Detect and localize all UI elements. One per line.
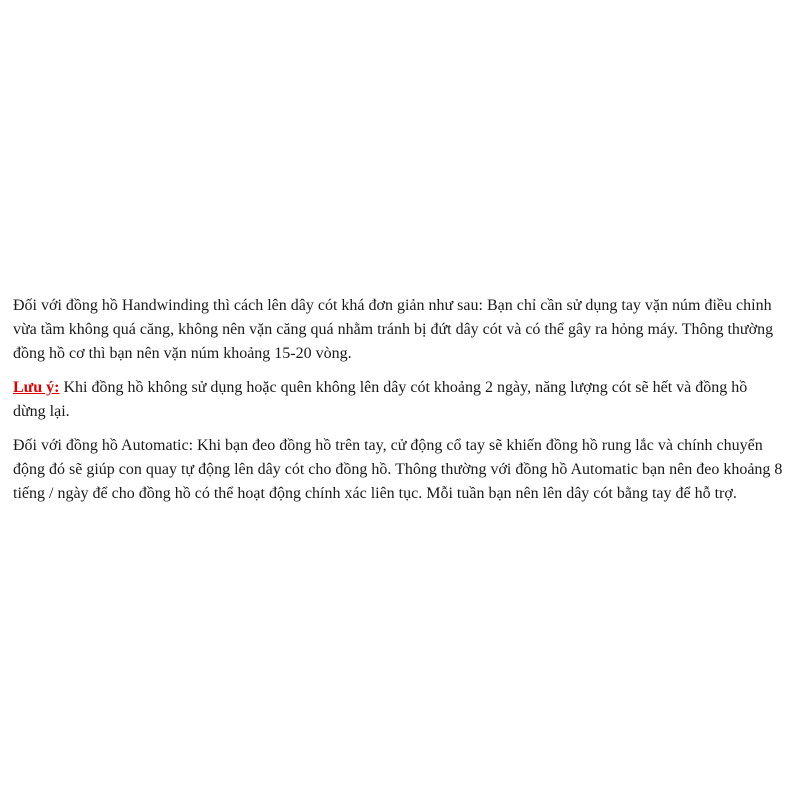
- note-text: Khi đồng hồ không sử dụng hoặc quên không lên dây cót khoảng 2 ngày, năng lượng cót sẽ hết và đồng hồ dừng lại.: [13, 379, 748, 420]
- paragraph-automatic: Đối với đồng hồ Automatic: Khi bạn đeo đồng hồ trên tay, cử động cổ tay sẽ khiến đồng hồ rung lắc và chính chuyển động đó sẽ giúp con quay tự động lên dây cót cho đồng hồ. Thông thường với đồng hồ Automatic bạn nên đeo khoảng 8 tiếng / ngày để cho đồng hồ có thể hoạt động chính xác liên tục. Mỗi tuần bạn nên lên dây cót bằng tay để hỗ trợ.: [13, 437, 783, 502]
- paragraph-handwinding: Đối với đồng hồ Handwinding thì cách lên dây cót khá đơn giản như sau: Bạn chỉ cần sử dụng tay vặn núm điều chỉnh vừa tầm không quá căng, không nên vặn căng quá nhằm tránh bị đứt dây cót và có thể gây ra hỏng máy. Thông thường đồng hồ cơ thì bạn nên vặn núm khoảng 15-20 vòng.: [13, 297, 774, 362]
- note-label: Lưu ý:: [13, 379, 60, 396]
- paragraph-note: [13, 376, 783, 424]
- article-body: [13, 294, 783, 516]
